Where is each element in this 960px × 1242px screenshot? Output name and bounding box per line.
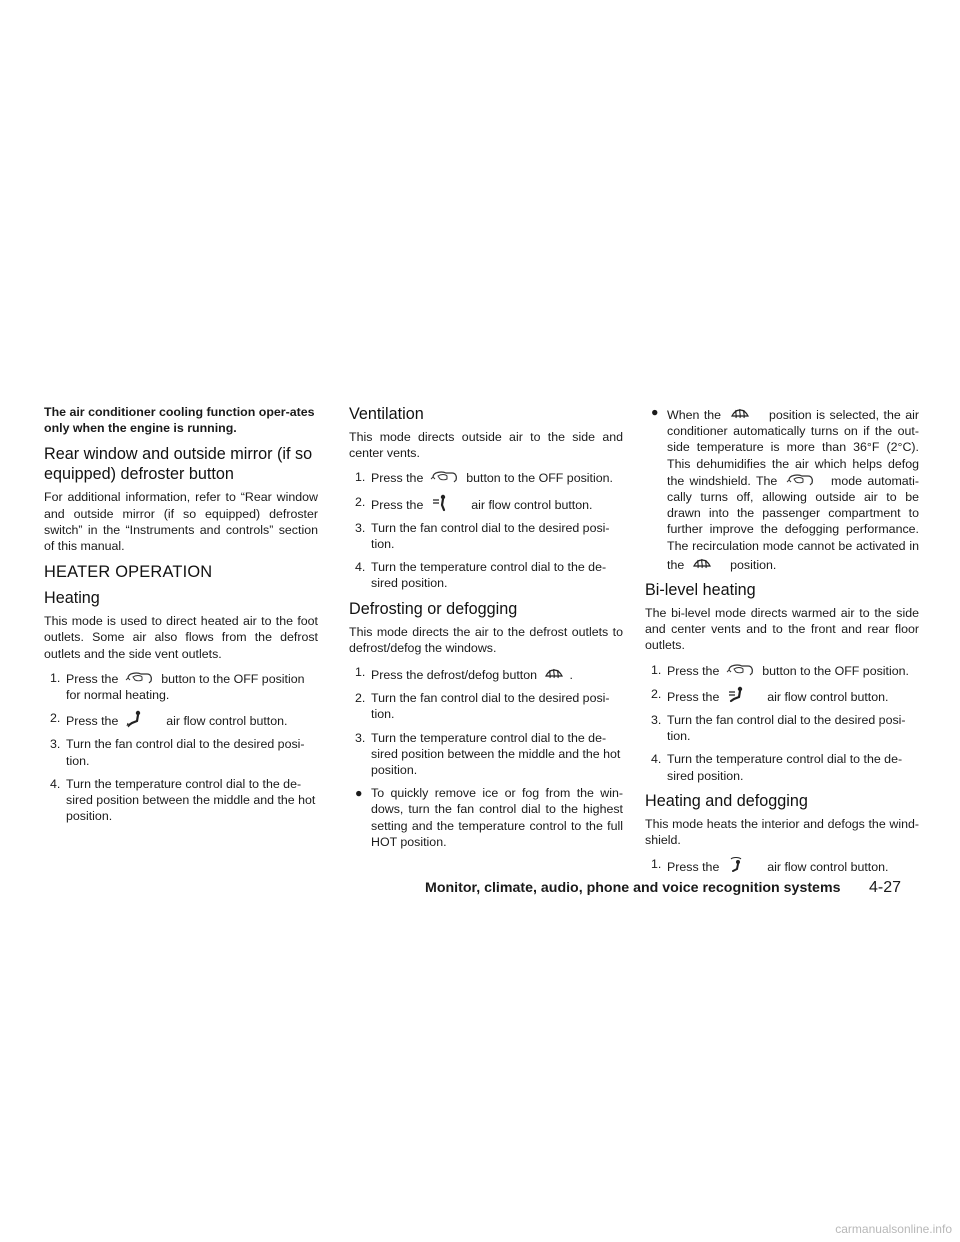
recirculation-icon: [125, 670, 155, 686]
recirculation-icon: [726, 662, 756, 678]
list-item: 1. Press the air flow control button.: [651, 857, 889, 875]
bilevel-heading: Bi-level heating: [645, 581, 756, 600]
recirculation-icon: [786, 472, 816, 488]
ventilation-steps: [349, 469, 623, 591]
heating-heading: Heating: [44, 589, 100, 608]
column-1: [44, 404, 318, 831]
list-item: 2. Turn the fan control dial to the desired posi-tion.: [355, 691, 610, 722]
cooling-note: The air conditioner cooling function oper-ates only when the engine is running.: [44, 405, 315, 436]
list-item: 3. Turn the fan control dial to the desired posi-tion.: [651, 713, 906, 744]
list-item: 1. Press the button to the OFF position for normal heating.: [50, 670, 305, 703]
heater-operation-heading: HEATER OPERATION: [44, 563, 213, 582]
page-number: 4-27: [869, 879, 902, 896]
quick-defrost-bullet: ● To quickly remove ice or fog from the win-dows, turn the fan control dial to the highest setting and the temperature control to the full HOT position.: [355, 786, 623, 849]
list-item: 4. Turn the temperature control dial to the de-sired position.: [651, 752, 903, 783]
defrost-ac-bullet: ● When the position is selected, the air conditioner automatically turns on if the out-side temperature is more than 36°F (2°C). This dehumidifies the air which helps defog the windshield. The mode automati-cally turns off, allowing outside air to be drawn into the passenger compartment to further improve the defogging performance. The recirculation mode cannot be activated in the position.: [651, 405, 919, 572]
list-item: 1. Press the button to the OFF position.: [355, 470, 613, 486]
heating-body: This mode is used to direct heated air to the foot outlets. Some air also flows from the defrost outlets and the side vent outlets.: [44, 614, 318, 661]
list-item: 2. Press the air flow control button.: [651, 686, 889, 704]
rear-defroster-heading: Rear window and outside mirror (if so equipped) defroster button: [44, 445, 313, 484]
watermark: carmanualsonline.info: [835, 1222, 952, 1236]
heating-steps: [44, 670, 318, 825]
heating-defogging-body: This mode heats the interior and defogs the wind-shield.: [645, 816, 919, 848]
list-item: 3. Turn the fan control dial to the desired posi-tion.: [355, 520, 610, 552]
defrosting-body: This mode directs the air to the defrost outlets to defrost/defog the windows.: [349, 624, 623, 655]
list-item: 1. Press the defrost/defog button .: [355, 665, 573, 683]
list-item: 3. Turn the fan control dial to the desired posi-tion.: [50, 737, 305, 768]
list-item: 2. Press the air flow control button.: [50, 711, 288, 729]
section-title: Monitor, climate, audio, phone and voice recognition systems: [425, 880, 841, 896]
list-item: 3. Turn the temperature control dial to the de-sired position between the middle and the hot position.: [355, 730, 621, 778]
heating-defogging-heading: Heating and defogging: [645, 791, 808, 810]
heat-defog-airflow-icon: [726, 856, 748, 874]
list-item: 2. Press the air flow control button.: [355, 494, 593, 512]
bilevel-airflow-icon: [726, 686, 748, 704]
bullet-dot: ●: [651, 405, 659, 419]
defrosting-steps: [349, 664, 623, 778]
list-item: 4. Turn the temperature control dial to the de-sired position between the middle and the hot position.: [50, 776, 316, 824]
defrosting-heading: Defrosting or defogging: [349, 599, 518, 618]
ventilation-heading: Ventilation: [349, 405, 424, 423]
foot-airflow-icon: [125, 710, 147, 728]
defrost-icon: [729, 404, 751, 422]
recirculation-icon: [430, 469, 460, 485]
defrost-icon: [691, 554, 713, 572]
bullet-dot: ●: [355, 786, 363, 801]
column-2: [349, 404, 623, 857]
bilevel-body: The bi-level mode directs warmed air to the side and center vents and to the front and rear floor outlets.: [645, 606, 919, 653]
column-3: [645, 404, 919, 882]
bilevel-steps: [645, 662, 919, 784]
list-item: 1. Press the button to the OFF position.: [651, 662, 909, 678]
list-item: 4. Turn the temperature control dial to the de-sired position.: [355, 560, 607, 591]
heating-defogging-steps: [645, 856, 919, 875]
face-airflow-icon: [430, 494, 452, 512]
defrost-icon: [543, 664, 565, 682]
ventilation-body: This mode directs outside air to the side and center vents.: [349, 430, 623, 461]
rear-defroster-body: For additional information, refer to “Rear window and outside mirror (if so equipped) defroster switch” in the “Instruments and controls” section of this manual.: [44, 490, 318, 554]
